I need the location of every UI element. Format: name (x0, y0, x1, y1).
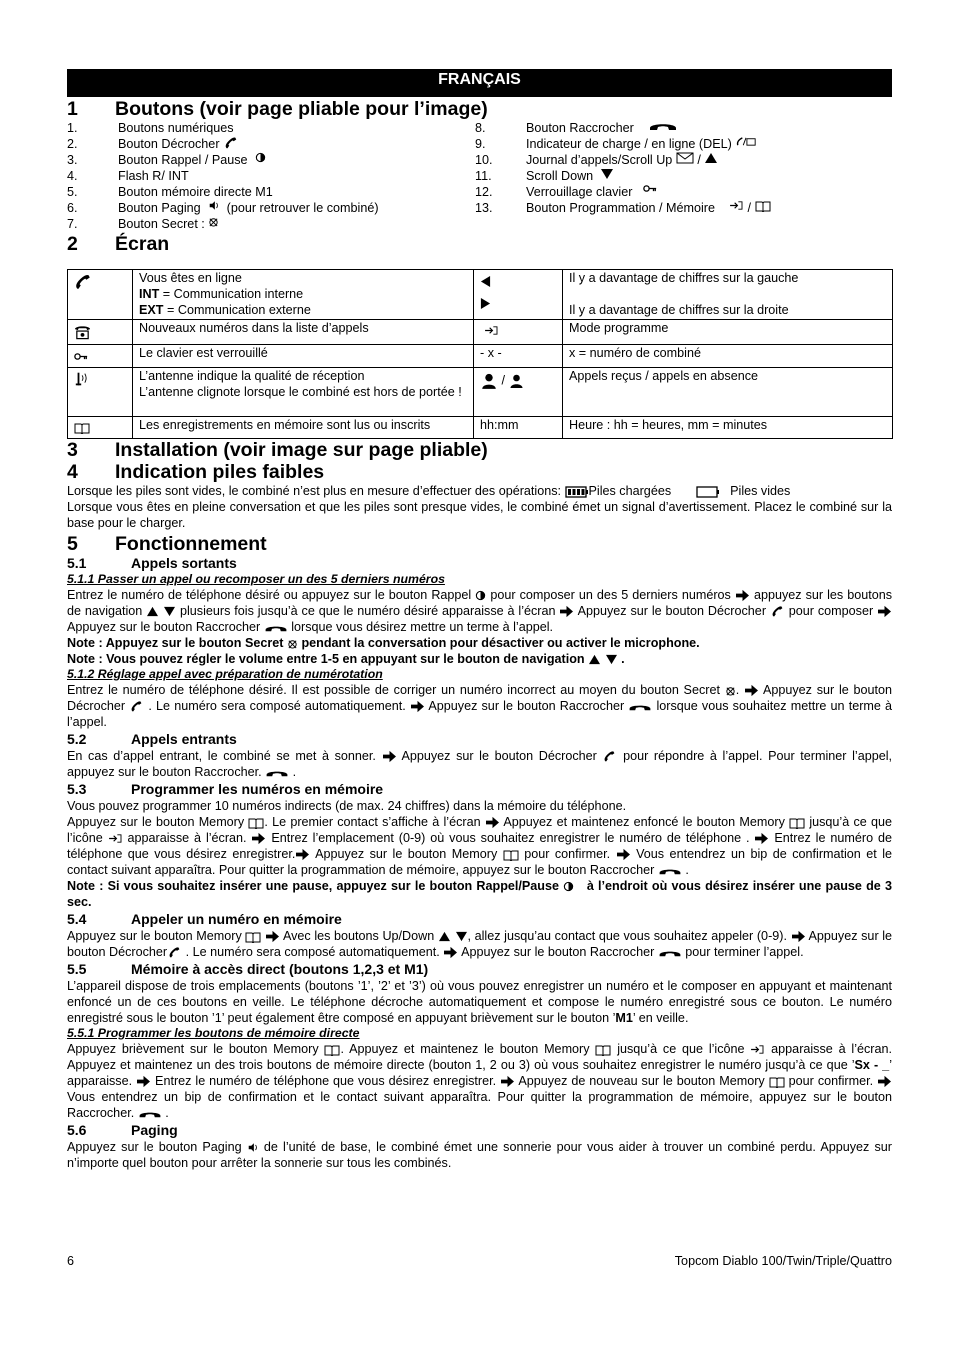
handset-hang-up-icon (264, 623, 288, 633)
section-3-heading (67, 439, 892, 461)
text: Sx - _ (854, 1058, 890, 1072)
list-item (67, 120, 475, 136)
arrow-right-icon (744, 684, 759, 697)
handset-hang-up-icon (658, 948, 682, 958)
paging-icon (208, 200, 220, 211)
table-cell: Appels reçus / appels en absence (563, 368, 893, 417)
triangle-up-icon (146, 606, 159, 617)
note (67, 878, 892, 910)
text: 5.2 (67, 731, 87, 747)
text: appuyez sur les boutons de navigation (67, 588, 893, 618)
text: Piles vides (730, 484, 791, 498)
item-note: (pour retrouver le combiné) (226, 201, 379, 215)
item-number: 8. (475, 121, 486, 135)
key-icon (74, 352, 88, 361)
list-item (67, 136, 475, 152)
table-cell (68, 345, 133, 368)
handset-icon (74, 273, 92, 291)
text: . Le premier contact s’affiche à l’écran (264, 815, 481, 829)
table-cell: Mode programme (563, 320, 893, 345)
key-lock-icon (643, 184, 657, 193)
table-row (68, 345, 893, 368)
item-number: 2. (67, 137, 78, 151)
text: Entrez le numéro de téléphone désiré. Il est possible de corriger un numéro incorrect au moyen du bouton Secret (67, 683, 720, 697)
redial-pause-icon (475, 590, 486, 601)
redial-pause-icon (255, 152, 266, 163)
page-number: 6 (67, 1254, 75, 1268)
table-cell (68, 368, 133, 417)
arrow-right-icon (382, 750, 397, 763)
text: pendant la conversation pour désactiver ou activer le microphone. (301, 636, 700, 650)
table-cell: Le clavier est verrouillé (133, 345, 474, 368)
page-footer (67, 1254, 892, 1268)
triangle-up-icon (704, 152, 718, 164)
section-title: Indication piles faibles (115, 461, 325, 483)
note (67, 635, 892, 651)
text: Vous entendrez un bip de confirmation et le contact suivant apparaîtra. Pour quitter la programmation de mémoire, appuyez sur le bouton Raccrocher. (67, 1090, 892, 1120)
table-row (68, 417, 893, 439)
text: de l’unité de base, le combiné émet une sonnerie pour vous aider à trouver un combiné perdu. Appuyez sur n’importe quel bouton pour arrêter la sonnerie sur tous les combinés. (67, 1140, 892, 1170)
handset-off-hook-icon (167, 946, 182, 959)
text: Note : Si vous souhaitez insérer une pause, appuyez sur le bouton Rappel/Pause (67, 879, 560, 893)
item-label: Boutons numériques (118, 121, 234, 135)
list-item (67, 152, 475, 168)
arrow-right-icon (877, 605, 892, 618)
memory-book-icon (769, 1076, 785, 1088)
subsection-heading (67, 911, 892, 928)
subsection-title: Appels sortants (131, 555, 237, 571)
program-icon (729, 200, 744, 211)
arrow-right-icon (735, 589, 750, 602)
redial-pause-icon (563, 881, 574, 892)
phone-icon (74, 324, 91, 340)
paragraph: Entrez le numéro de téléphone désiré. Il est possible de corriger un numéro incorrect au moyen du bouton Secret . Appuyez sur le bouton Décrocher . Le numéro sera composé automatiquement. Appuyez sur le bouton Raccrocher lorsque vous souhaitez mettre un terme à l’appel. (67, 683, 893, 729)
text: Vous entendrez un bip de confirmation et le contact suivant apparaîtra. Pour quitter la programmation de mémoire, appuyez sur le bouton Raccrocher (67, 847, 893, 877)
text: pour terminer l’appel. (685, 945, 804, 959)
handset-hang-up-icon (628, 702, 652, 712)
list-item (67, 168, 475, 184)
handset-off-hook-icon (223, 136, 239, 150)
list-item (67, 184, 475, 200)
text: Mémoire à accès direct (boutons 1,2,3 et M1) (131, 961, 429, 977)
table-row (68, 320, 893, 345)
text: Appeler un numéro en mémoire (131, 911, 342, 927)
table-cell: Heure : hh = heures, mm = minutes (563, 417, 893, 439)
handset-hang-up-icon (658, 866, 682, 876)
arrow-right-icon (616, 848, 631, 861)
triangle-up-icon (438, 931, 451, 942)
language-header: FRANÇAIS (67, 69, 892, 97)
arrow-right-icon (480, 297, 491, 310)
memory-book-icon (595, 1044, 611, 1056)
text: apparaisse à l’écran. Appuyez et maintenez un des trois boutons de mémoire directe (bouton 1, 2 ou 3) où vous souhaitez enregistrer le numéro jusqu’à ce que ’ (67, 1042, 893, 1072)
handset-off-hook-icon (770, 605, 785, 618)
section-number: 2 (67, 233, 78, 255)
list-item (475, 120, 883, 136)
arrow-right-icon (251, 832, 266, 845)
arrow-right-icon (754, 832, 769, 845)
text: Appuyez sur le bouton Raccrocher (461, 945, 655, 959)
subsection-number: 5.1 (67, 555, 87, 571)
incoming-call-icon (480, 372, 498, 390)
text: pour confirmer. (788, 1074, 874, 1088)
list-item (475, 200, 883, 216)
item-label: Bouton Décrocher (118, 137, 220, 151)
paragraph (67, 928, 892, 960)
table-cell (133, 368, 474, 417)
list-item (475, 168, 883, 184)
separator: / (697, 153, 701, 167)
table-cell: - x - (474, 345, 563, 368)
table-cell (474, 270, 563, 320)
handset-hang-up-icon (648, 120, 678, 132)
item-number: 1. (67, 121, 78, 135)
text: Appuyez de nouveau sur le bouton Memory (518, 1074, 765, 1088)
text: pour composer (788, 604, 874, 618)
text: à l’endroit où vous désirez insérer une pause de 3 sec. (67, 879, 892, 909)
subsubsection-title: 5.1.1 Passer un appel ou recomposer un des 5 derniers numéros (67, 572, 445, 586)
section-number: 4 (67, 461, 78, 483)
section-title: Boutons (voir page pliable pour l’image) (115, 98, 488, 120)
triangle-down-icon (605, 654, 618, 665)
table-cell (68, 320, 133, 345)
battery-empty-icon (696, 486, 720, 498)
subsubsection-title: 5.5.1 Programmer les boutons de mémoire directe (67, 1026, 360, 1040)
list-item (67, 216, 475, 232)
arrow-right-icon (559, 605, 574, 618)
cell-bold: INT (139, 287, 160, 301)
table-cell: hh:mm (474, 417, 563, 439)
memory-book-icon (755, 200, 771, 212)
arrow-right-icon (877, 1075, 892, 1088)
list-item (475, 152, 883, 168)
text: Entrez le numéro de téléphone désiré ou appuyez sur le bouton Rappel (67, 588, 472, 602)
text: Entrez le numéro de téléphone que vous désirez enregistrer. (155, 1074, 497, 1088)
item-label: Journal d’appels/Scroll Up (526, 153, 673, 167)
table-cell: Les enregistrements en mémoire sont lus ou inscrits (133, 417, 474, 439)
text: ’ apparaisse. (67, 1058, 892, 1088)
paragraph: Lorsque vous êtes en pleine conversation et que les piles sont presque vides, le combiné émet un signal d’avertissement. Placez le combiné sur la base pour le charger. (67, 500, 892, 530)
text: pour confirmer. (524, 847, 611, 861)
section-title: Installation (voir image sur page pliable) (115, 439, 488, 461)
text: . Le numéro sera composé automatiquement. (185, 945, 440, 959)
missed-call-icon (509, 373, 524, 389)
section-5-heading (67, 533, 892, 555)
cell-text: L’antenne clignote lorsque le combiné est hors de portée ! (139, 385, 462, 399)
text: Appuyez sur le bouton Raccrocher (67, 620, 261, 634)
table-row (68, 368, 893, 417)
button-list (67, 120, 892, 232)
item-label: Scroll Down (526, 169, 594, 183)
mute-icon (725, 685, 736, 696)
item-number: 5. (67, 185, 78, 199)
cell-text: L’antenne indique la qualité de réception (139, 369, 365, 383)
item-number: 7. (67, 217, 78, 231)
text: Appuyez et maintenez enfoncé le bouton Memory (503, 815, 785, 829)
section-title: Fonctionnement (115, 533, 267, 555)
text: . Appuyez et maintenez le bouton Memory (340, 1042, 590, 1056)
paragraph (67, 1139, 892, 1171)
triangle-down-icon (600, 168, 614, 180)
antenna-icon (74, 370, 92, 388)
paragraph (67, 587, 892, 635)
item-label: Indicateur de charge / en ligne (DEL) (526, 137, 732, 151)
memory-book-icon (245, 931, 261, 943)
text: Note : Vous pouvez régler le volume entre 1-5 en appuyant sur le bouton de navigation (67, 652, 585, 666)
section-4-heading (67, 461, 892, 483)
section-number: 5 (67, 533, 78, 555)
paragraph: En cas d’appel entrant, le combiné se met à sonner. Appuyez sur le bouton Décrocher pour répondre à l’appel. Pour terminer l’appel, appuyez sur le bouton Raccrocher. . (67, 749, 893, 779)
subsection-heading (67, 731, 892, 748)
text: Appuyez sur le bouton Memory (67, 929, 242, 943)
list-item (475, 136, 883, 152)
section-2-heading (67, 233, 892, 255)
list-item (67, 200, 475, 216)
item-label: Bouton Programmation / Mémoire (526, 201, 715, 215)
item-label: Verrouillage clavier (526, 185, 633, 199)
text: 5.5 (67, 961, 87, 977)
handset-hang-up-icon (138, 1109, 162, 1119)
text: Appuyez brièvement sur le bouton Memory (67, 1042, 319, 1056)
table-cell (68, 270, 133, 320)
item-label: Bouton Raccrocher (526, 121, 634, 135)
text: Entrez l’emplacement (0-9) où vous souhaitez enregistrer le numéro de téléphone . (271, 831, 750, 845)
item-label: Bouton Rappel / Pause (118, 153, 248, 167)
text: Lorsque les piles sont vides, le combiné n’est plus en mesure d’effectuer des opérations: (67, 484, 562, 498)
arrow-right-icon (443, 946, 458, 959)
paging-icon (247, 1142, 259, 1153)
text: jusqu’à ce que l’icône (67, 815, 892, 845)
item-number: 13. (475, 201, 493, 215)
text: Appuyez sur le bouton Décrocher (67, 929, 893, 959)
cell-text: = Communication externe (163, 303, 311, 317)
separator: / (747, 201, 751, 215)
text: Appuyez sur le bouton Décrocher (577, 604, 767, 618)
paragraph (67, 483, 892, 499)
paragraph: Appuyez sur le bouton Memory . Le premier contact s’affiche à l’écran Appuyez et maintenez enfoncé le bouton Memory jusqu’à ce que l’icône apparaisse à l’écran. Entrez l’emplacement (0-9) où vous souhaitez enregistrer le numéro de téléphone . Entrez le numéro de téléphone que vous désirez enregistrer. Appuyez sur le bouton Memory pour confirmer. Vous entendrez un bip de confirmation et le contact suivant apparaîtra. Pour quitter la programmation de mémoire, appuyez sur le bouton Raccrocher . (67, 815, 893, 877)
subsubsection-title: 5.1.2 Réglage appel avec préparation de numérotation (67, 667, 383, 681)
list-item (475, 184, 883, 200)
product-name: Topcom Diablo 100/Twin/Triple/Quattro (674, 1254, 892, 1268)
text: Avec les boutons Up/Down (282, 929, 435, 943)
text: plusieurs fois jusqu’à ce que le numéro désiré apparaisse à l’écran (179, 604, 556, 618)
display-icons-table (67, 269, 893, 439)
program-icon (484, 325, 499, 336)
handset-hang-up-icon (265, 768, 289, 778)
text: Paging (131, 1122, 178, 1138)
text: apparaisse à l’écran. (127, 831, 247, 845)
section-title: Écran (115, 233, 170, 255)
text: Note : Appuyez sur le bouton Secret (67, 636, 284, 650)
table-cell (474, 320, 563, 345)
section-1-heading (67, 98, 892, 120)
subsection-heading (67, 1122, 892, 1139)
text: 5.4 (67, 911, 87, 927)
text: Appuyez sur le bouton Memory (315, 847, 498, 861)
text: lorsque vous souhaitez mettre un terme à l’appel. (67, 699, 893, 729)
subsection-heading (67, 961, 892, 978)
cell-bold: EXT (139, 303, 164, 317)
text: Piles chargées (588, 484, 672, 498)
text: Appuyez sur le bouton Décrocher (67, 683, 892, 713)
table-cell: Nouveaux numéros dans la liste d’appels (133, 320, 474, 345)
note: Note : Vous pouvez régler le volume entre 1-5 en appuyant sur le bouton de navigation . (67, 652, 625, 666)
handset-off-hook-icon (602, 750, 617, 763)
table-cell (133, 270, 474, 320)
handset-off-hook-icon (129, 700, 144, 713)
memory-book-icon (503, 849, 519, 861)
arrow-right-icon (265, 930, 280, 943)
charge-line-led-icon (735, 136, 757, 147)
item-number: 4. (67, 169, 78, 183)
arrow-right-icon (791, 930, 806, 943)
item-number: 11. (475, 169, 492, 183)
table-cell (68, 417, 133, 439)
subsection-heading (67, 555, 892, 572)
text: ’ en veille. (632, 1011, 689, 1025)
text: Entrez le numéro de téléphone que vous désirez enregistrer. (67, 831, 892, 861)
text: pour composer un des 5 derniers numéros (490, 588, 731, 602)
cell-text: Il y a davantage de chiffres sur la droite (569, 303, 789, 317)
section-number: 1 (67, 98, 78, 120)
memory-book-icon (248, 817, 264, 829)
mute-icon (287, 638, 298, 649)
text: , allez jusqu’au contact que vous souhaitez appeler (0-9). (467, 929, 787, 943)
battery-full-icon (565, 486, 589, 498)
subsection-heading (67, 781, 892, 798)
section-number: 3 (67, 439, 78, 461)
program-icon (750, 1044, 765, 1055)
table-cell (474, 368, 563, 417)
arrow-right-icon (410, 700, 425, 713)
text: Appels entrants (131, 731, 237, 747)
manual-page (67, 69, 892, 1171)
paragraph (67, 978, 892, 1026)
memory-book-icon (324, 1044, 340, 1056)
cell-text (139, 286, 467, 302)
paragraph: Vous pouvez programmer 10 numéros indirects (de max. 24 chiffres) dans la mémoire du téléphone. (67, 799, 627, 813)
table-cell: x = numéro de combiné (563, 345, 893, 368)
triangle-up-icon (588, 654, 601, 665)
text: 5.3 (67, 781, 87, 797)
text: L’appareil dispose de trois emplacements (boutons ’1’, ’2’ et ’3’) où vous pouvez enregistrer un numéro et le composer en appuyant et maintenant enfoncé un de ces boutons en veille. Le téléphone décroche automatiquement et compose le numéro enregistré sous ce bouton. Le numéro enregistré sous le bouton ’1’ peut également être composé en appuyant brièvement sur le bouton ’ (67, 979, 892, 1025)
table-cell (563, 270, 893, 320)
call-log-icon (676, 152, 694, 164)
item-label: Flash R/ INT (118, 169, 189, 183)
cell-text: Il y a davantage de chiffres sur la gauche (569, 271, 799, 285)
item-label: Bouton mémoire directe M1 (118, 185, 273, 199)
cell-text: Vous êtes en ligne (139, 271, 242, 285)
text: Appuyez sur le bouton Memory (67, 815, 245, 829)
text: 5.6 (67, 1122, 87, 1138)
item-number: 10. (475, 153, 493, 167)
button-list-left (67, 120, 475, 232)
memory-book-icon (789, 817, 805, 829)
text: . Le numéro sera composé automatiquement. (148, 699, 406, 713)
arrow-left-icon (480, 275, 491, 288)
item-label: Bouton Paging (118, 201, 201, 215)
program-icon (108, 833, 123, 844)
text: pour répondre à l’appel. Pour terminer l’appel, appuyez sur le bouton Raccrocher. (67, 749, 893, 779)
item-number: 3. (67, 153, 78, 167)
triangle-down-icon (455, 931, 468, 942)
text: Programmer les numéros en mémoire (131, 781, 384, 797)
arrow-right-icon (485, 816, 500, 829)
mute-icon (208, 216, 219, 227)
text: Appuyez sur le bouton Raccrocher (428, 699, 625, 713)
separator: / (501, 373, 505, 388)
text: M1 (615, 1011, 633, 1025)
text: Appuyez sur le bouton Paging (67, 1140, 242, 1154)
item-label: Bouton Secret : (118, 217, 205, 231)
triangle-down-icon (163, 606, 176, 617)
cell-text (139, 302, 467, 318)
button-list-right (475, 120, 883, 232)
table-row (68, 270, 893, 320)
text: En cas d’appel entrant, le combiné se met à sonner. (67, 749, 376, 763)
paragraph: Appuyez brièvement sur le bouton Memory . Appuyez et maintenez le bouton Memory jusqu’à ce que l’icône apparaisse à l’écran. Appuyez et maintenez un des trois boutons de mémoire directe (bouton 1, 2 ou 3) où vous souhaitez enregistrer le numéro jusqu’à ce que ’Sx - _’ apparaisse. Entrez le numéro de téléphone que vous désirez enregistrer. Appuyez de nouveau sur le bouton Memory pour confirmer. Vous entendrez un bip de confirmation et le contact suivant apparaîtra. Pour quitter la programmation de mémoire, appuyez sur le bouton Raccrocher. . (67, 1042, 893, 1120)
item-number: 9. (475, 137, 486, 151)
text: Appuyez sur le bouton Décrocher (401, 749, 597, 763)
arrow-right-icon (500, 1075, 515, 1088)
book-icon (74, 422, 90, 434)
cell-text: = Communication interne (159, 287, 304, 301)
text: jusqu’à ce que l’icône (617, 1042, 745, 1056)
item-number: 12. (475, 185, 493, 199)
arrow-right-icon (295, 848, 310, 861)
arrow-right-icon (136, 1075, 151, 1088)
item-number: 6. (67, 201, 78, 215)
text: lorsque vous désirez mettre un terme à l’appel. (291, 620, 554, 634)
